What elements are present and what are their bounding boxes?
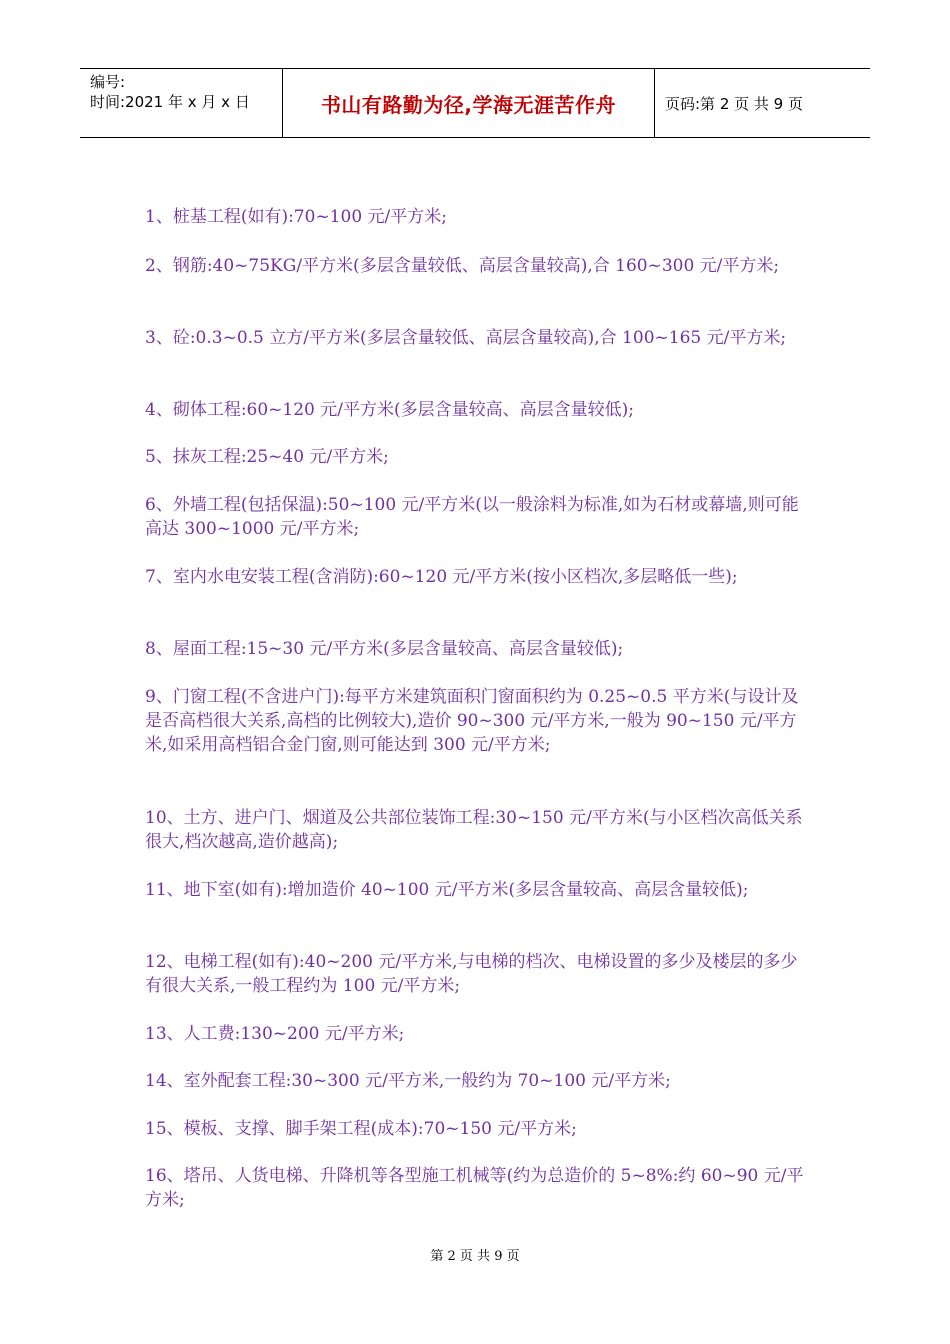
document-date: 时间:2021 年 x 月 x 日	[90, 93, 250, 111]
header-page-info: 页码:第 2 页 共 9 页	[665, 94, 803, 113]
list-item-4: 4、砌体工程:60~120 元/平方米(多层含量较高、高层含量较低);	[145, 400, 634, 420]
header-motto: 书山有路勤为径,学海无涯苦作舟	[320, 92, 617, 117]
list-item-6: 6、外墙工程(包括保温):50~100 元/平方米(以一般涂料为标准,如为石材或幕墙,则可能高达 300~1000 元/平方米;	[145, 495, 799, 539]
list-item-2: 2、钢筋:40~75KG/平方米(多层含量较低、高层含量较高),合 160~300 元/平方米;	[145, 256, 780, 276]
page-header	[80, 68, 870, 138]
list-item-3: 3、砼:0.3~0.5 立方/平方米(多层含量较低、高层含量较高),合 100~165 元/平方米;	[145, 328, 787, 348]
header-motto-cell	[283, 69, 655, 137]
page-footer: 第 2 页 共 9 页	[430, 1249, 520, 1264]
list-item-13: 13、人工费:130~200 元/平方米;	[145, 1024, 405, 1044]
list-item-12: 12、电梯工程(如有):40~200 元/平方米,与电梯的档次、电梯设置的多少及楼层的多少有很大关系,一般工程约为 100 元/平方米;	[145, 952, 798, 996]
list-item-14: 14、室外配套工程:30~300 元/平方米,一般约为 70~100 元/平方米;	[145, 1071, 671, 1091]
list-item-8: 8、屋面工程:15~30 元/平方米(多层含量较高、高层含量较低);	[145, 639, 624, 659]
document-number-label: 编号:	[90, 73, 126, 91]
header-meta-cell	[80, 69, 283, 137]
list-item-15: 15、模板、支撑、脚手架工程(成本):70~150 元/平方米;	[145, 1119, 577, 1139]
list-item-11: 11、地下室(如有):增加造价 40~100 元/平方米(多层含量较高、高层含量较低);	[145, 880, 749, 900]
header-page-cell	[655, 69, 870, 137]
list-item-1: 1、桩基工程(如有):70~100 元/平方米;	[145, 207, 447, 227]
list-item-10: 10、土方、进户门、烟道及公共部位装饰工程:30~150 元/平方米(与小区档次高低关系很大,档次越高,造价越高);	[145, 808, 803, 852]
list-item-5: 5、抹灰工程:25~40 元/平方米;	[145, 447, 389, 467]
list-item-9: 9、门窗工程(不含进户门):每平方米建筑面积门窗面积约为 0.25~0.5 平方米(与设计及是否高档很大关系,高档的比例较大),造价 90~300 元/平方米,一般为 90~150 元/平方米,如采用高档铝合金门窗,则可能达到 300 元/平方米;	[145, 687, 799, 755]
list-item-7: 7、室内水电安装工程(含消防):60~120 元/平方米(按小区档次,多层略低一些);	[145, 567, 738, 587]
list-item-16: 16、塔吊、人货电梯、升降机等各型施工机械等(约为总造价的 5~8%:约 60~90 元/平方米;	[145, 1166, 804, 1210]
